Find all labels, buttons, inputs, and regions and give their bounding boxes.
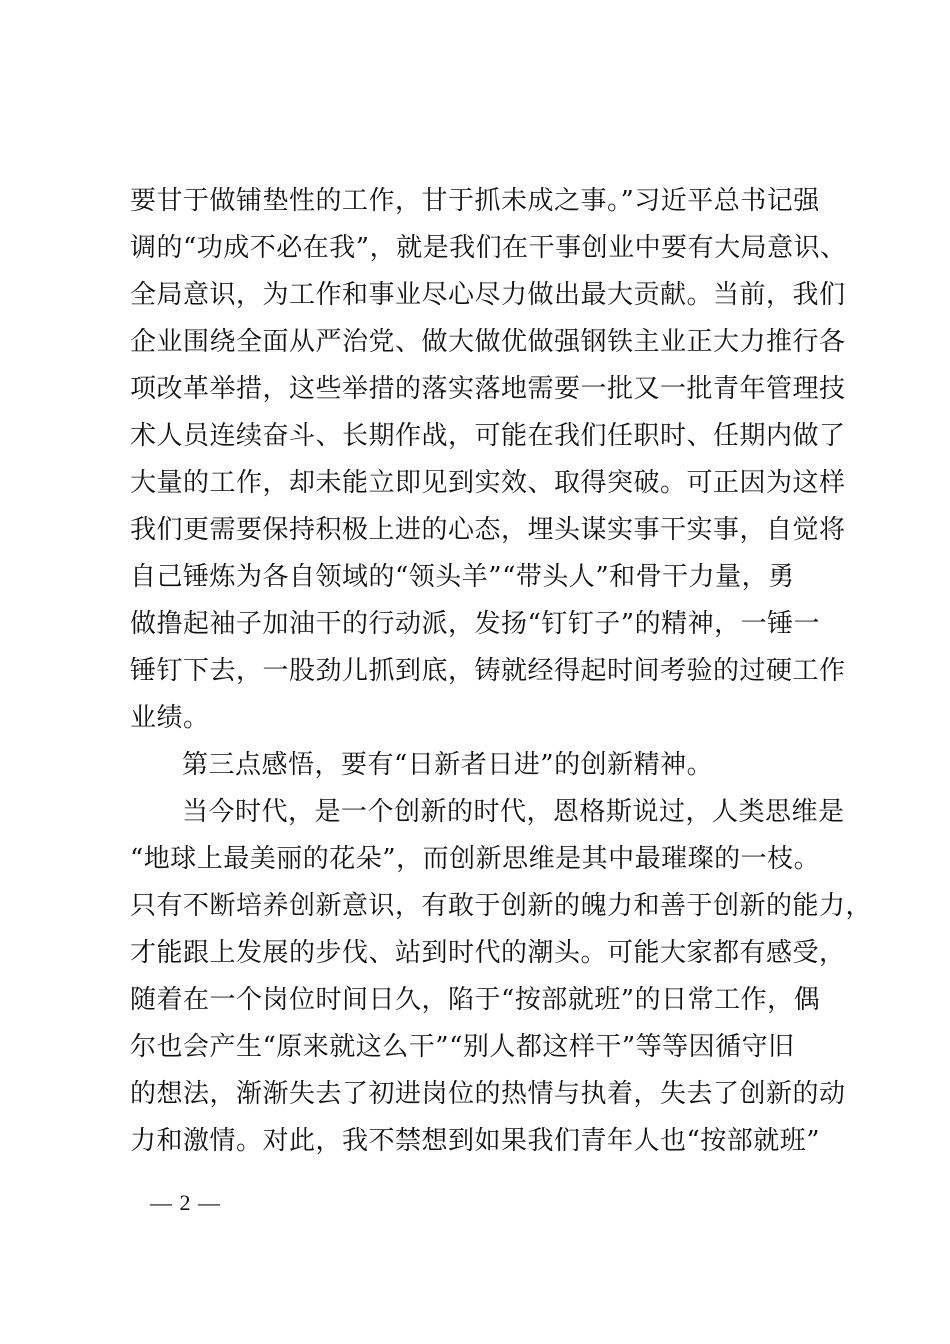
text-line: 术人员连续奋斗、长期作战，可能在我们任职时、任期内做了 <box>130 421 846 451</box>
body-text <box>130 178 873 1165</box>
text-line: 大量的工作，却未能立即见到实效、取得突破。可正因为这样 <box>130 468 846 498</box>
text-line: 随着在一个岗位时间日久，陷于“按部就班”的日常工作，偶 <box>130 985 821 1015</box>
text-line: 才能跟上发展的步伐、站到时代的潮头。可能大家都有感受， <box>130 938 846 968</box>
text-line: 调的“功成不必在我”，就是我们在干事创业中要有大局意识、 <box>130 233 847 263</box>
text-line: 我们更需要保持积极上进的心态，埋头谋实事干实事，自觉将 <box>130 515 846 545</box>
text-line: 自己锤炼为各自领域的“领头羊”“带头人”和骨干力量，勇 <box>130 562 795 592</box>
text-line: 做撸起袖子加油干的行动派，发扬“钉钉子”的精神，一锤一 <box>130 609 821 639</box>
text-line: 要甘于做铺垫性的工作，甘于抓未成之事。”习近平总书记强 <box>130 186 820 216</box>
text-line: “地球上最美丽的花朵”，而创新思维是其中最璀璨的一枝。 <box>130 844 821 874</box>
text-line: 只有不断培养创新意识，有敢于创新的魄力和善于创新的能力， <box>130 891 873 921</box>
page-number: — 2 — <box>150 1190 221 1215</box>
text-line: 尔也会产生“原来就这么干”“别人都这样干”等等因循守旧 <box>130 1032 795 1062</box>
text-line: 企业围绕全面从严治党、做大做优做强钢铁主业正大力推行各 <box>130 327 846 357</box>
text-line: 当今时代，是一个创新的时代，恩格斯说过，人类思维是 <box>182 797 845 827</box>
text-line: 力和激情。对此，我不禁想到如果我们青年人也“按部就班” <box>130 1126 821 1156</box>
text-line: 的想法，渐渐失去了初进岗位的热情与执着，失去了创新的动 <box>130 1079 846 1109</box>
text-line: 锤钉下去，一股劲儿抓到底，铸就经得起时间考验的过硬工作 <box>130 656 846 686</box>
section-heading: 第三点感悟，要有“日新者日进”的创新精神。 <box>182 750 714 780</box>
text-line: 全局意识，为工作和事业尽心尽力做出最大贡献。当前，我们 <box>130 280 846 310</box>
text-line: 项改革举措，这些举措的落实落地需要一批又一批青年管理技 <box>130 374 846 404</box>
text-line: 业绩。 <box>130 703 210 733</box>
